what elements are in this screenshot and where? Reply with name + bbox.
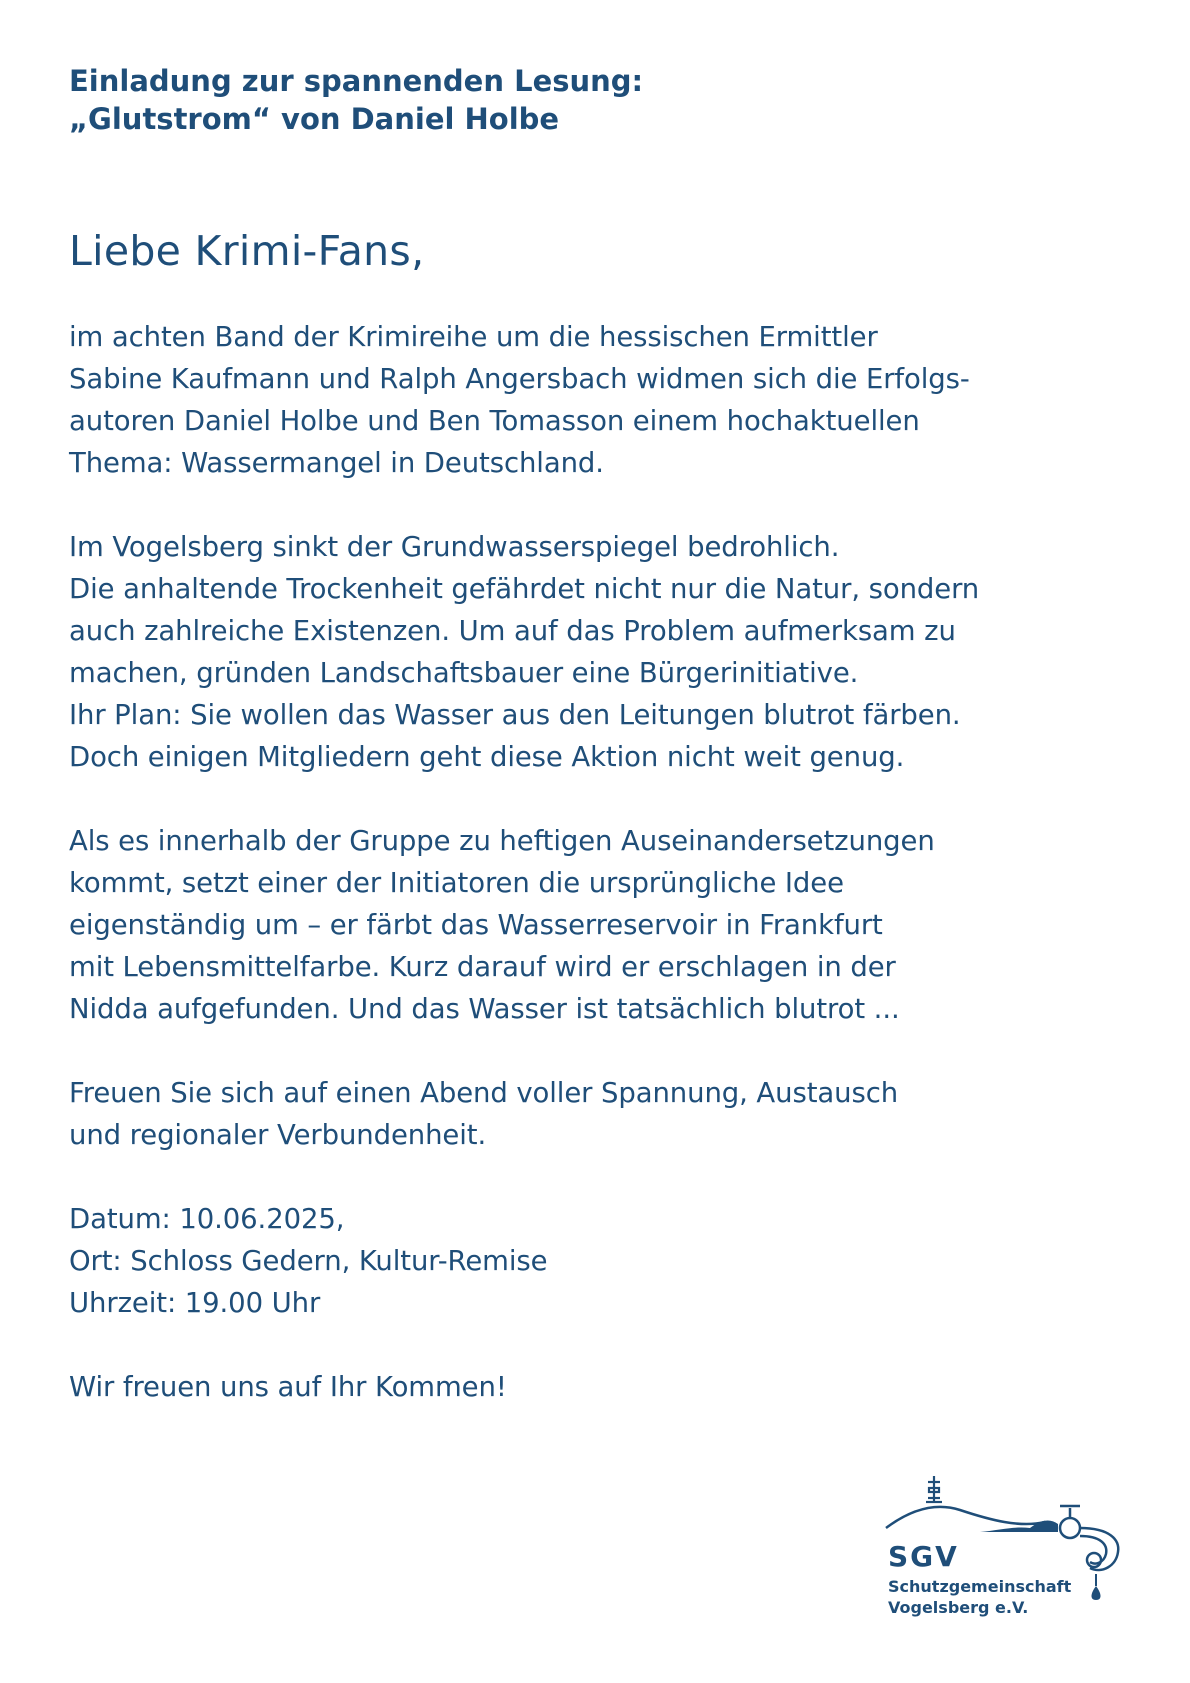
event-date: Datum: 10.06.2025, [69,1203,345,1235]
paragraph-anticipation [69,1072,1129,1156]
paragraph-plot [69,526,1129,778]
event-details [69,1198,1129,1324]
text-line: Freuen Sie sich auf einen Abend voller Spannung, Austausch [69,1077,899,1109]
text-line: Thema: Wassermangel in Deutschland. [69,447,604,479]
invitation-page [69,62,1129,1450]
closing-text: Wir freuen uns auf Ihr Kommen! [69,1371,507,1403]
text-line: Doch einigen Mitgliedern geht diese Aktion nicht weit genug. [69,741,905,773]
logo-org-line-1: Schutzgemeinschaft [888,1577,1072,1596]
closing-line [69,1366,1129,1408]
logo-org-line-2: Vogelsberg e.V. [888,1598,1029,1617]
text-line: autoren Daniel Holbe und Ben Tomasson einem hochaktuellen [69,405,920,437]
text-line: machen, gründen Landschaftsbauer eine Bürgerinitiative. [69,657,859,689]
text-line: eigenständig um – er färbt das Wasserreservoir in Frankfurt [69,909,883,941]
text-line: auch zahlreiche Existenzen. Um auf das Problem aufmerksam zu [69,615,956,647]
text-line: kommt, setzt einer der Initiatoren die ursprüngliche Idee [69,867,844,899]
text-line: Die anhaltende Trockenheit gefährdet nicht nur die Natur, sondern [69,573,980,605]
text-line: Sabine Kaufmann und Ralph Angersbach widmen sich die Erfolgs- [69,363,970,395]
letter-body [69,316,1129,1408]
invitation-heading [69,62,1129,138]
text-line: und regionaler Verbundenheit. [69,1119,487,1151]
greeting: Liebe Krimi-Fans, [69,227,425,275]
paragraph-conflict [69,820,1129,1030]
event-time: Uhrzeit: 19.00 Uhr [69,1287,321,1319]
text-line: Als es innerhalb der Gruppe zu heftigen Auseinandersetzungen [69,825,935,857]
paragraph-intro [69,316,1129,484]
event-place: Ort: Schloss Gedern, Kultur-Remise [69,1245,548,1277]
text-line: Ihr Plan: Sie wollen das Wasser aus den Leitungen blutrot färben. [69,699,961,731]
text-line: Im Vogelsberg sinkt der Grundwasserspiegel bedrohlich. [69,531,840,563]
text-line: mit Lebensmittelfarbe. Kurz darauf wird er erschlagen in der [69,951,896,983]
heading-line-2: „Glutstrom“ von Daniel Holbe [69,102,560,136]
logo-abbreviation: SGV [888,1540,959,1573]
text-line: im achten Band der Krimireihe um die hessischen Ermittler [69,321,878,353]
text-line: Nidda aufgefunden. Und das Wasser ist tatsächlich blutrot ... [69,993,900,1025]
heading-line-1: Einladung zur spannenden Lesung: [69,64,644,98]
sgv-logo [880,1470,1135,1620]
